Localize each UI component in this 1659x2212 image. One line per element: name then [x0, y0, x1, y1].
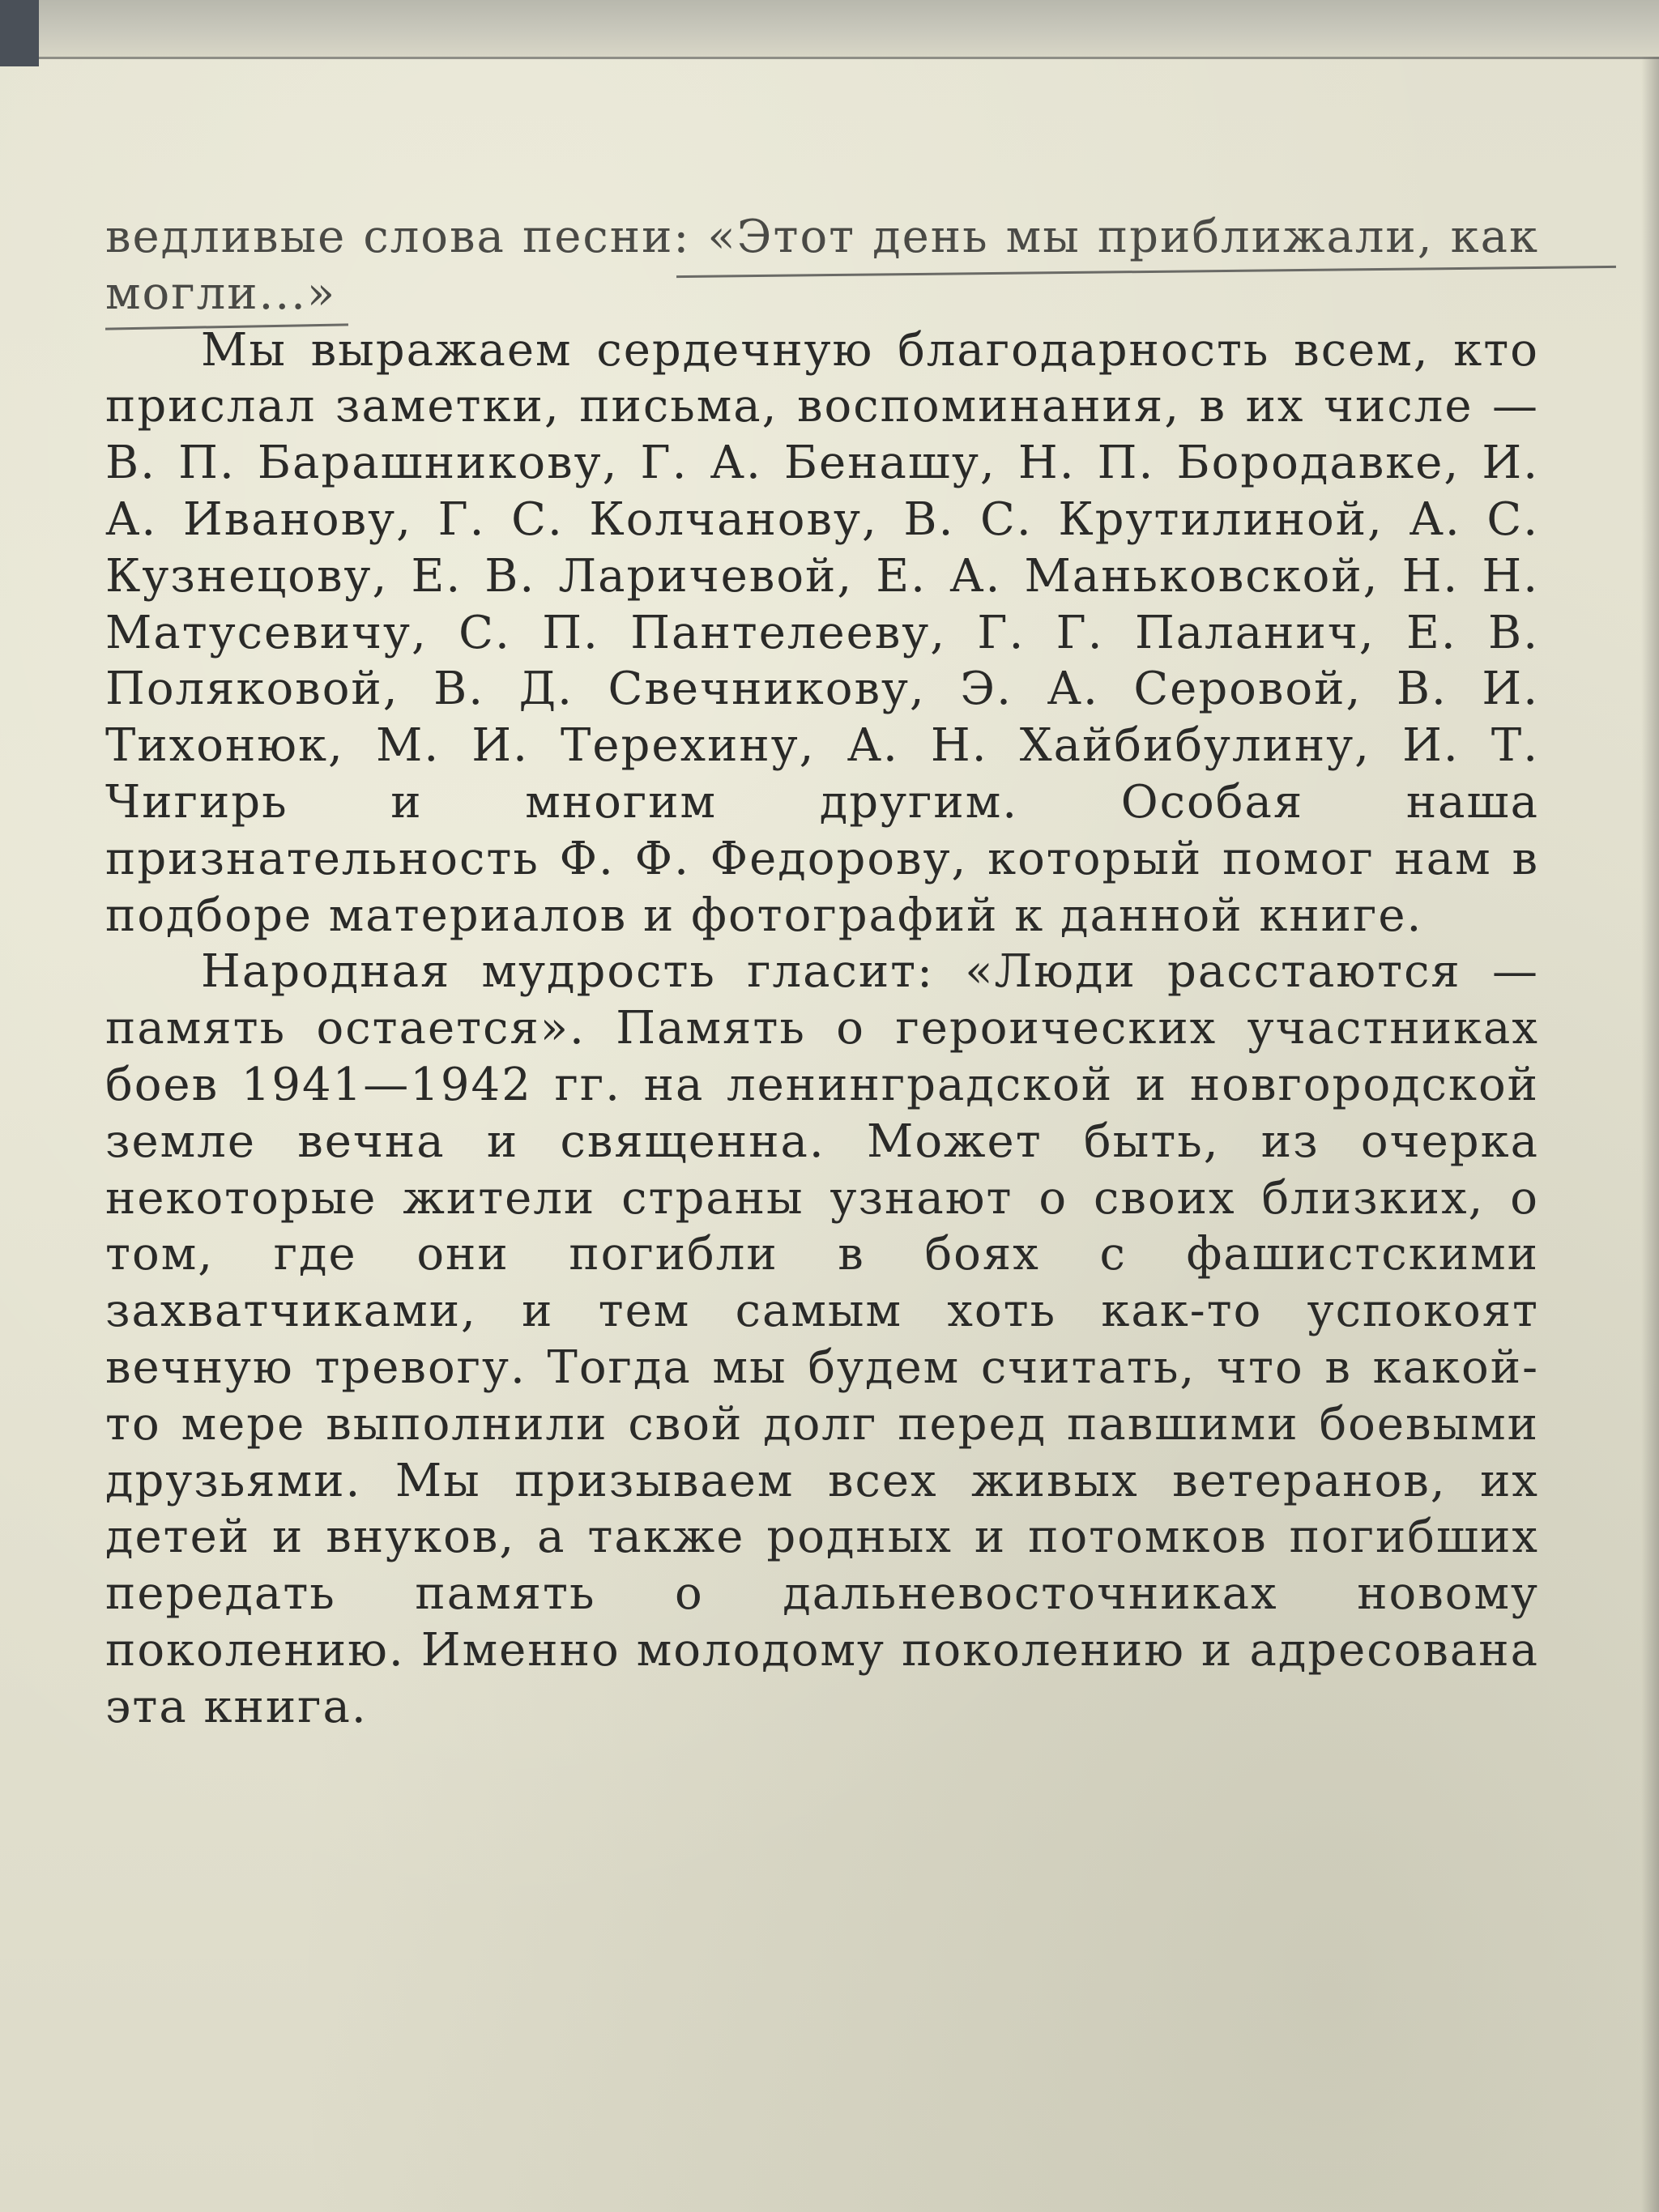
body-text — [105, 209, 1539, 1736]
paragraph: Мы выражаем сердечную благодарность всем, кто прислал заметки, письма, воспоминания, в их числе — В. П. Барашникову, Г. А. Бенашу, Н. П. Бородавке, И. А. Иванову, Г. С. Колчанову, В. С. Крутилиной, А. С. Кузнецову, Е. В. Ларичевой, Е. А. Маньковской, Н. Н. Матусевичу, С. П. Пантелееву, Г. Г. Паланич, Е. В. Поляковой, В. Д. Свечникову, Э. А. Серовой, В. И. Тихонюк, М. И. Терехину, А. Н. Хайбибулину, И. Т. Чигирь и многим другим. Особая наша признательность Ф. Ф. Федорову, который помог нам в подборе материалов и фотографий к данной книге. — [105, 323, 1539, 942]
previous-page-edge — [0, 0, 1659, 59]
book-cover-corner — [0, 0, 39, 66]
page-shadow — [1641, 57, 1659, 2212]
paragraph: Народная мудрость гласит: «Люди расстаются — память остается». Память о героических участниках боев 1941—1942 гг. на ленинградской и новгородской земле вечна и священна. Может быть, из очерка некоторые жители страны узнают о своих близких, о том, где они погибли в боях с фашистскими захватчиками, и тем самым хоть как-то успокоят вечную тревогу. Тогда мы будем считать, что в какой-то мере выполнили свой долг перед павшими боевыми друзьями. Мы призываем всех живых ветеранов, их детей и внуков, а также родных и потомков погибших передать память о дальневосточниках новому поколению. Именно молодому поколению и адресована эта книга. — [105, 945, 1539, 1733]
paragraph: ведливые слова песни: «Этот день мы приближали, как могли...» — [105, 211, 1539, 320]
